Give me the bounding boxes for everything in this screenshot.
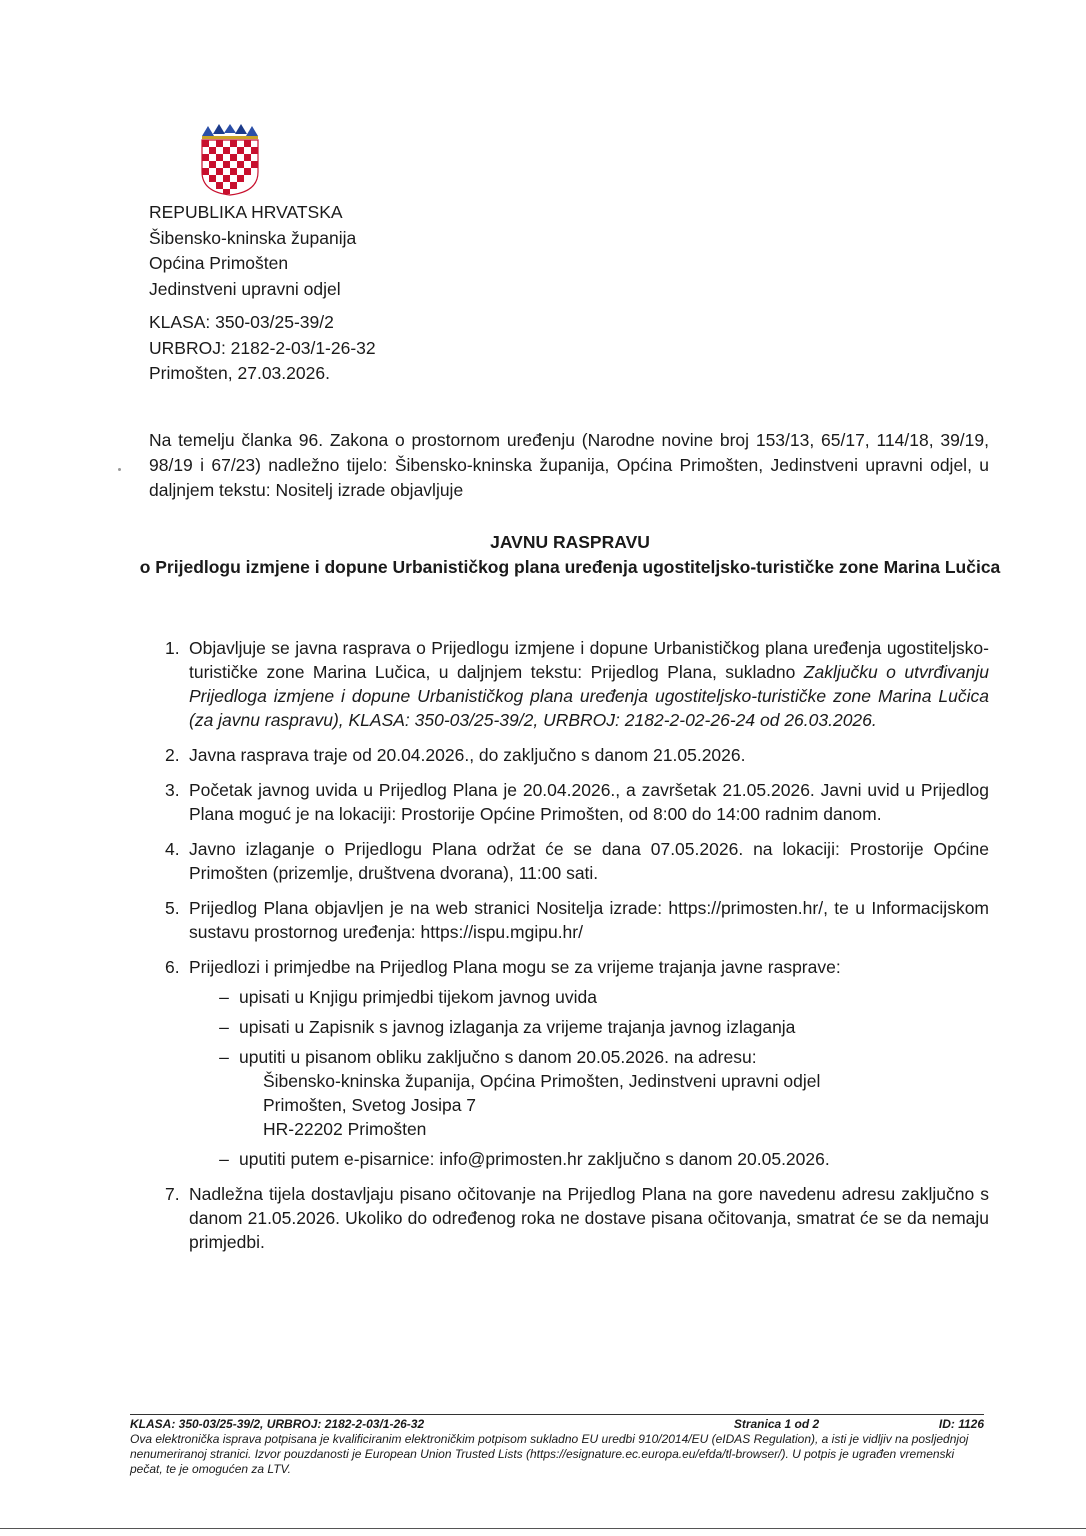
- item-text: Javna rasprava traje od 20.04.2026., do zaključno s danom 21.05.2026.: [189, 745, 746, 765]
- item-number: 4.: [165, 839, 180, 859]
- signature-note: Ova elektronička isprava potpisana je kvalificiranim elektroničkim potpisom sukladno EU uredbi 910/2014/EU (eIDAS Regulation), a isti je vidljiv na posljednjoj nenumeriranoj stranici. Izvor pouzdanosti je European Union Trusted Lists (https://esignature.ec.europa.eu/efda/tl-browser/). U potpis je ugrađen vremenski pečat, te je omogućen za LTV.: [130, 1432, 969, 1476]
- list-item: [149, 743, 989, 767]
- item-text: Javno izlaganje o Prijedlogu Plana održat će se dana 07.05.2026. na lokaciji: Prostorije Općine Primošten (prizemlje, društvena dvorana), 11:00 sati.: [189, 839, 989, 883]
- sub-item: – upisati u Knjigu primjedbi tijekom javnog uvida: [219, 987, 597, 1007]
- title-subject: o Prijedlogu izmjene i dopune Urbanističkog plana uređenja ugostiteljsko-turističke zone Marina Lučica: [139, 557, 1001, 577]
- item-number: 5.: [165, 898, 180, 918]
- place-date: Primošten, 27.03.2026.: [149, 363, 330, 383]
- document-title: [120, 530, 1020, 580]
- page-footer: [130, 1414, 984, 1477]
- item-number: 1.: [165, 638, 180, 658]
- list-item: [149, 837, 989, 885]
- intro-paragraph: Na temelju članka 96. Zakona o prostornom uređenju (Narodne novine broj 153/13, 65/17, 114/18, 39/19, 98/19 i 67/23) nadležno tijelo: Šibensko-kninska županija, Općina Primošten, Jedinstveni upravni odjel, u daljnjem tekstu: Nositelj izrade objavljuje: [149, 430, 989, 500]
- scan-speck: [118, 468, 121, 471]
- footer-reference: KLASA: 350-03/25-39/2, URBROJ: 2182-2-03/1-26-32: [130, 1417, 425, 1431]
- list-item: [149, 955, 989, 1171]
- croatian-coat-of-arms-icon: [198, 124, 262, 196]
- municipality-name: Općina Primošten: [149, 253, 289, 273]
- sub-item: – uputiti putem e-pisarnice: info@primosten.hr zaključno s danom 20.05.2026.: [219, 1149, 830, 1169]
- department-name: Jedinstveni upravni odjel: [149, 278, 341, 299]
- title-heading: JAVNU RASPRAVU: [490, 532, 650, 552]
- item-text: Prijedlog Plana objavljen je na web stranici Nositelja izrade: https://primosten.hr/, te u Informacijskom sustavu prostornog uređenja: https://ispu.mgipu.hr/: [189, 898, 989, 942]
- list-item: [149, 636, 989, 732]
- item-number: 2.: [165, 745, 180, 765]
- item-text: Prijedlozi i primjedbe na Prijedlog Plana mogu se za vrijeme trajanja javne rasprave: – upisati u Knjigu primjedbi tijekom javnog uvida – upisati u Zapisnik s javnog izlaganja za vrijeme trajanja javnog izlaganja – uputiti u pisanom obliku zaključno s danom 20.05.2026. na adresu: Šibensko-kninska županija, Općina Primošten, Jedinstveni upravni odjel Primošten, Svetog Josipa 7 HR-22202 Primošten – uputiti putem e-pisarnice: info@primosten.hr zaključno s danom 20.05.2026.: [189, 955, 989, 1171]
- list-item: [149, 778, 989, 826]
- page-indicator: Stranica 1 od 2: [733, 1417, 820, 1431]
- item-number: 7.: [165, 1184, 180, 1204]
- county-name: Šibensko-kninska županija: [149, 227, 357, 248]
- postal-address: Šibensko-kninska županija, Općina Primošten, Jedinstveni upravni odjel Primošten, Svetog Josipa 7 HR-22202 Primošten: [263, 1071, 821, 1139]
- item-number: 3.: [165, 780, 180, 800]
- item-number: 6.: [165, 957, 180, 977]
- item-text: Početak javnog uvida u Prijedlog Plana je 20.04.2026., a završetak 21.05.2026. Javni uvid u Prijedlog Plana moguć je na lokaciji: Prostorije Općine Primošten, od 8:00 do 14:00 radnim danom.: [189, 780, 989, 824]
- sub-item: – uputiti u pisanom obliku zaključno s danom 20.05.2026. na adresu:: [219, 1047, 757, 1067]
- sub-item: – upisati u Zapisnik s javnog izlaganja za vrijeme trajanja javnog izlaganja: [219, 1017, 796, 1037]
- klasa-reference: KLASA: 350-03/25-39/2: [149, 312, 334, 332]
- scan-edge-line: [0, 1528, 1086, 1529]
- item-text: Nadležna tijela dostavljaju pisano očitovanje na Prijedlog Plana na gore navedenu adresu zaključno s danom 21.05.2026. Ukoliko do određenog roka ne dostave pisana očitovanja, smatrat će se da nemaju primjedbi.: [189, 1184, 989, 1252]
- numbered-list: [149, 636, 989, 1265]
- issuer-header: [149, 200, 376, 387]
- list-item: [149, 896, 989, 944]
- item-text: Objavljuje se javna rasprava o Prijedlogu izmjene i dopune Urbanističkog plana uređenja ugostiteljsko-turističke zone Marina Lučica, u daljnjem tekstu: Prijedlog Plana, sukladno Zaključku o utvrđivanju Prijedloga izmjene i dopune Urbanističkog plana uređenja ugostiteljsko-turističke zone Marina Lučica (za javnu raspravu), KLASA: 350-03/25-39/2, URBROJ: 2182-2-02-26-24 od 26.03.2026.: [189, 638, 989, 730]
- list-item: [149, 1182, 989, 1254]
- document-id: ID: 1126: [938, 1417, 984, 1431]
- urbroj-reference: URBROJ: 2182-2-03/1-26-32: [149, 337, 376, 358]
- country-name: REPUBLIKA HRVATSKA: [149, 202, 343, 222]
- item-italic-reference: Zaključku o utvrđivanju Prijedloga izmjene i dopune Urbanističkog plana uređenja ugostiteljsko-turističke zone Marina Lučica (za javnu raspravu), KLASA: 350-03/25-39/2, URBROJ: 2182-2-02-26-24 od 26.03.2026.: [189, 662, 989, 730]
